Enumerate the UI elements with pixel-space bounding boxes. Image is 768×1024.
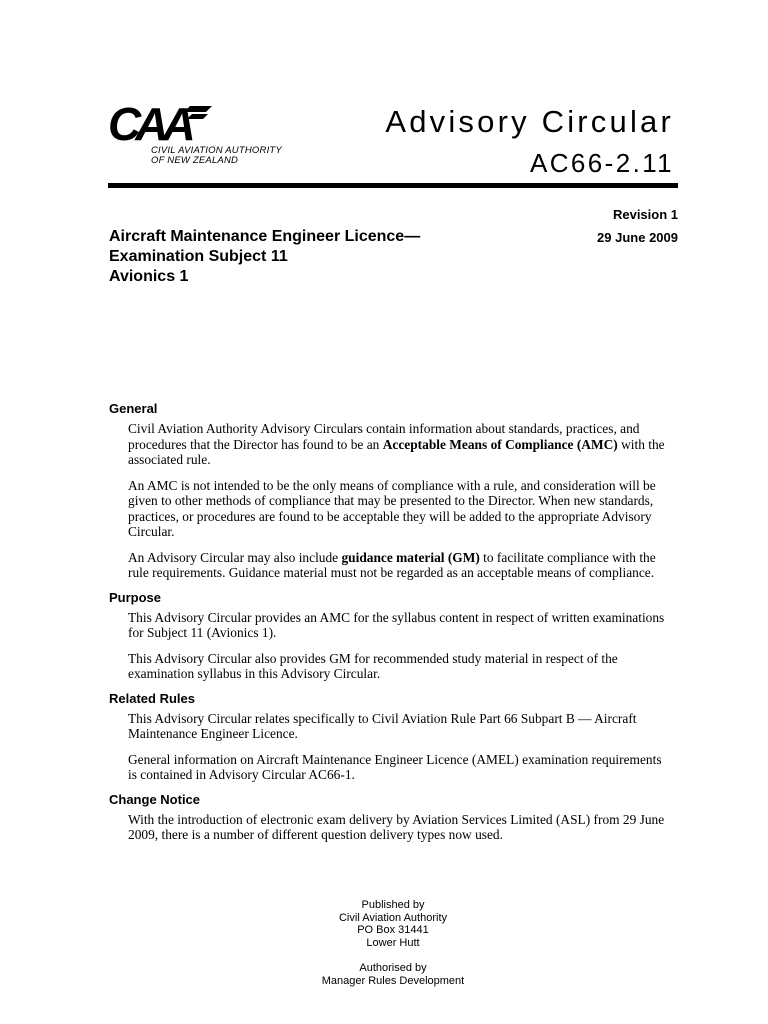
title-line-1: Aircraft Maintenance Engineer Licence— (109, 228, 421, 245)
title-line-3: Avionics 1 (109, 268, 189, 285)
revision-label: Revision 1 (612, 207, 678, 222)
header-divider (108, 183, 678, 188)
paragraph: This Advisory Circular relates specifically to Civil Aviation Rule Part 66 Subpart B — Aircraft Maintenance Engineer Licence. (128, 710, 637, 741)
publisher-po-box: PO Box 31441 (357, 924, 429, 936)
document-body (109, 400, 669, 851)
bold-term: Acceptable Means of Compliance (AMC) (382, 436, 618, 452)
paragraph: This Advisory Circular also provides GM for recommended study material in respect of the examination syllabus in this Advisory Circular. (128, 650, 618, 681)
authorised-by-label: Authorised by (359, 962, 427, 974)
section-general (109, 400, 669, 581)
caa-logo (108, 100, 308, 170)
authoriser-name: Manager Rules Development (321, 974, 465, 987)
paragraph: This Advisory Circular provides an AMC for the syllabus content in respect of written examinations for Subject 11 (Avionics 1). (128, 609, 665, 640)
section-related-rules (109, 690, 669, 783)
paragraph: With the introduction of electronic exam delivery by Aviation Services Limited (ASL) from 29 June 2009, there is a number of different question delivery types now used. (128, 811, 665, 842)
document-kind: Advisory Circular (385, 104, 674, 139)
text-run: Civil Aviation Authority Advisory Circulars contain information about standards, practices, and procedures that the Director has found to be an (128, 421, 640, 452)
publisher-city: Lower Hutt (366, 936, 420, 949)
section-heading: Purpose (109, 589, 162, 605)
section-purpose (109, 589, 669, 682)
section-heading: General (109, 401, 158, 416)
text-run: to facilitate compliance with the rule requirements. Guidance material must not be regarded as an acceptable means of compliance. (128, 549, 656, 580)
organization-name-line1: CIVIL AVIATION AUTHORITY (151, 145, 282, 156)
svg-text:CAA: CAA (108, 100, 190, 144)
document-number: AC66-2.11 (530, 148, 674, 178)
paragraph: An AMC is not intended to be the only means of compliance with a rule, and consideration will be given to other methods of compliance that may be presented to the Director. When new standards, practices, or procedures are found to be acceptable they will be added to the appropriate Advisory Circular. (128, 477, 656, 539)
paragraph: General information on Aircraft Maintenance Engineer Licence (AMEL) examination requirements is contained in Advisory Circular AC66-1. (128, 751, 662, 782)
text-run: with the associated rule. (128, 436, 665, 467)
organization-name-line2: OF NEW ZEALAND (151, 155, 239, 166)
publication-footer (0, 899, 768, 987)
caa-logo-mark (108, 100, 218, 144)
section-heading: Change Notice (109, 791, 201, 807)
publisher-name: Civil Aviation Authority (338, 911, 448, 924)
section-change-notice (109, 791, 669, 843)
paragraph (128, 421, 669, 468)
section-heading: Related Rules (109, 690, 195, 706)
publication-date: 29 June 2009 (597, 230, 678, 245)
paragraph (128, 550, 669, 581)
document-title (109, 227, 420, 287)
footer-spacer (0, 949, 768, 962)
text-run: An Advisory Circular may also include (128, 549, 342, 565)
bold-term: guidance material (GM) (341, 549, 480, 565)
published-by-label: Published by (361, 899, 425, 911)
title-line-2: Examination Subject 11 (109, 248, 288, 265)
